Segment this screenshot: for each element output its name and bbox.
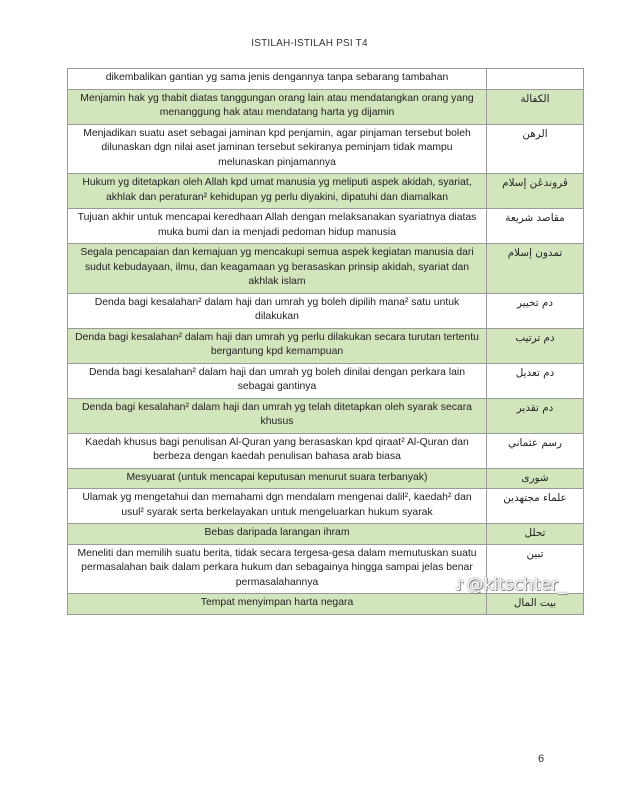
term-cell: رسم عثماني xyxy=(487,433,584,468)
definition-cell: Kaedah khusus bagi penulisan Al-Quran yang berasaskan kpd qiraat² Al-Quran dan berbeza dengan kaedah penulisan bahasa arab biasa xyxy=(68,433,487,468)
definition-cell: Denda bagi kesalahan² dalam haji dan umrah yg boleh dipilih mana² satu untuk dilakukan xyxy=(68,293,487,328)
term-cell: تمدون إسلام xyxy=(487,244,584,294)
table-row xyxy=(68,468,584,489)
definition-cell: Menjamin hak yg thabit diatas tanggungan orang lain atau mendatangkan orang yang menanggung hak atau mendatang harta yg dijamin xyxy=(68,89,487,124)
table-row xyxy=(68,433,584,468)
tiktok-icon: ♪ xyxy=(455,576,465,594)
term-cell: ڤروندڠن إسلام xyxy=(487,174,584,209)
term-cell: دم تخيير xyxy=(487,293,584,328)
terms-table-body xyxy=(68,69,584,615)
term-cell: دم ترتيب xyxy=(487,328,584,363)
term-cell: مقاصد شريعة xyxy=(487,209,584,244)
table-row xyxy=(68,594,584,615)
term-cell: بيت المال xyxy=(487,594,584,615)
definition-cell: Denda bagi kesalahan² dalam haji dan umrah yg perlu dilakukan secara turutan tertentu bergantung kpd kemampuan xyxy=(68,328,487,363)
term-cell: تبين xyxy=(487,544,584,594)
watermark xyxy=(455,575,566,595)
term-cell xyxy=(487,69,584,90)
terms-table xyxy=(67,68,584,615)
table-row xyxy=(68,174,584,209)
term-cell: علماء مجتهدين xyxy=(487,489,584,524)
watermark-text: @kitschter_ xyxy=(466,575,567,595)
page-header: ISTILAH-ISTILAH PSI T4 xyxy=(251,38,368,49)
term-cell: الرهن xyxy=(487,124,584,174)
table-row xyxy=(68,244,584,294)
definition-cell: Segala pencapaian dan kemajuan yg mencakupi semua aspek kegiatan manusia dari sudut kebudayaan, ilmu, dan keagamaan yg berasaskan prinsip akidah, syariat dan akhlak islam xyxy=(68,244,487,294)
definition-cell: dikembalikan gantian yg sama jenis dengannya tanpa sebarang tambahan xyxy=(68,69,487,90)
definition-cell: Denda bagi kesalahan² dalam haji dan umrah yg boleh dinilai dengan perkara lain sebagai gantinya xyxy=(68,363,487,398)
table-row xyxy=(68,489,584,524)
definition-cell: Denda bagi kesalahan² dalam haji dan umrah yg telah ditetapkan oleh syarak secara khusus xyxy=(68,398,487,433)
term-cell: تحلل xyxy=(487,524,584,545)
definition-cell: Tujuan akhir untuk mencapai keredhaan Allah dengan melaksanakan syariatnya diatas muka bumi dan ia menjadi pedoman hidup manusia xyxy=(68,209,487,244)
term-cell: شورى xyxy=(487,468,584,489)
table-row xyxy=(68,363,584,398)
table-row xyxy=(68,89,584,124)
term-cell: دم تعديل xyxy=(487,363,584,398)
definition-cell: Menjadikan suatu aset sebagai jaminan kpd penjamin, agar pinjaman tersebut boleh dilunaskan dgn nilai aset jaminan tersebut sekiranya peminjam tidak mampu melunaskan pinjamannya xyxy=(68,124,487,174)
table-row xyxy=(68,124,584,174)
definition-cell: Bebas daripada larangan ihram xyxy=(68,524,487,545)
definition-cell: Mesyuarat (untuk mencapai keputusan menurut suara terbanyak) xyxy=(68,468,487,489)
term-cell: الكفالة xyxy=(487,89,584,124)
table-row xyxy=(68,398,584,433)
table-row xyxy=(68,524,584,545)
table-row xyxy=(68,328,584,363)
definition-cell: Ulamak yg mengetahui dan memahami dgn mendalam mengenai dalil², kaedah² dan usul² syarak serta berkelayakan untuk mengeluarkan hukum syarak xyxy=(68,489,487,524)
definition-cell: Meneliti dan memilih suatu berita, tidak secara tergesa-gesa dalam memutuskan suatu permasalahan baik dalam perkara hukum dan sebagainya hingga sampai jelas benar permasalahannya xyxy=(68,544,487,594)
table-row xyxy=(68,293,584,328)
term-cell: دم تقدير xyxy=(487,398,584,433)
table-row xyxy=(68,209,584,244)
definition-cell: Hukum yg ditetapkan oleh Allah kpd umat manusia yg meliputi aspek akidah, syariat, akhlak dan peraturan² kehidupan yg perlu diyakini, dipatuhi dan diamalkan xyxy=(68,174,487,209)
definition-cell: Tempat menyimpan harta negara xyxy=(68,594,487,615)
page-number: 6 xyxy=(538,753,545,765)
table-row xyxy=(68,69,584,90)
